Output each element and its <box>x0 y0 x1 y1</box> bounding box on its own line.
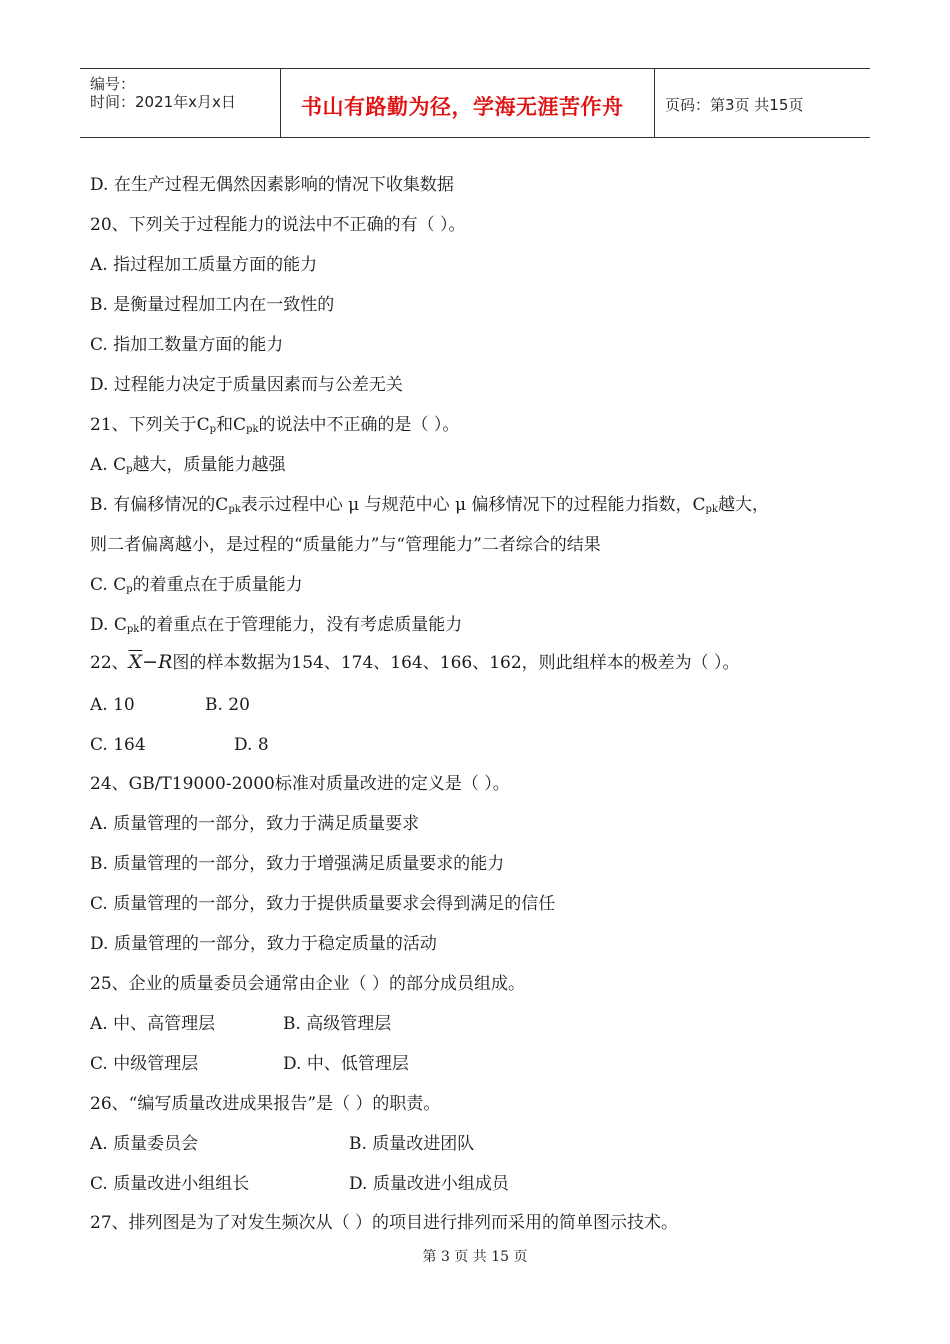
header-motto-cell <box>280 69 655 137</box>
q21-text-1: 21、下列关于C <box>90 415 210 435</box>
q21c-text-2: 的着重点在于质量能力 <box>132 575 303 595</box>
q26-option-d: D. 质量改进小组成员 <box>349 1174 509 1194</box>
q21-question <box>90 414 459 441</box>
xbar-r-symbol <box>129 651 173 673</box>
q25-option-b: B. 高级管理层 <box>283 1014 392 1034</box>
q25-option-c: C. 中级管理层 <box>90 1054 199 1074</box>
page-header <box>80 68 870 138</box>
q21-option-b-continued: 则二者偏离越小，是过程的“质量能力”与“管理能力”二者综合的结果 <box>90 535 601 555</box>
q21a-sub: p <box>126 464 133 475</box>
q20-question: 20、下列关于过程能力的说法中不正确的有（ ）。 <box>90 215 466 235</box>
q24-question: 24、GB/T19000-2000标准对质量改进的定义是（ ）。 <box>90 774 510 794</box>
q25-option-a: A. 中、高管理层 <box>90 1014 216 1034</box>
q21-option-a <box>90 454 286 481</box>
q20-option-b: B. 是衡量过程加工内在一致性的 <box>90 295 335 315</box>
q21d-text-1: D. C <box>90 615 127 635</box>
q26-option-a: A. 质量委员会 <box>90 1134 199 1154</box>
q19-option-d: D. 在生产过程无偶然因素影响的情况下收集数据 <box>90 175 454 195</box>
q21-option-b <box>90 494 769 521</box>
header-page-number: 页码：第3页 共15页 <box>665 96 804 114</box>
q24-option-a: A. 质量管理的一部分，致力于满足质量要求 <box>90 814 420 834</box>
q22-number: 22、 <box>90 653 129 673</box>
q21b-sub-1: pk <box>228 504 241 515</box>
q21b-text-2: 表示过程中心 μ 与规范中心 μ 偏移情况下的过程能力指数，C <box>240 495 706 515</box>
q21-sub-2: pk <box>246 424 259 435</box>
q21b-sub-2: pk <box>705 504 718 515</box>
q21-sub-1: p <box>209 424 217 435</box>
motto-text: 书山有路勤为径，学海无涯苦作舟 <box>301 95 624 119</box>
q26-question: 26、“编写质量改进成果报告”是（ ）的职责。 <box>90 1094 441 1114</box>
q24-option-c: C. 质量管理的一部分，致力于提供质量要求会得到满足的信任 <box>90 894 556 914</box>
q25-option-d: D. 中、低管理层 <box>283 1054 409 1074</box>
q22-option-c: C. 164 <box>90 735 146 755</box>
q21a-text-1: A. C <box>90 455 127 475</box>
q24-option-d: D. 质量管理的一部分，致力于稳定质量的活动 <box>90 934 437 954</box>
q21-option-d <box>90 614 462 641</box>
q21d-sub: pk <box>126 624 140 635</box>
header-page-cell <box>655 69 870 137</box>
q26-option-c: C. 质量改进小组组长 <box>90 1174 250 1194</box>
q20-option-d: D. 过程能力决定于质量因素而与公差无关 <box>90 375 403 395</box>
q21b-text-1: B. 有偏移情况的C <box>90 495 229 515</box>
q25-question: 25、企业的质量委员会通常由企业（ ）的部分成员组成。 <box>90 974 526 994</box>
q22-option-a: A. 10 <box>90 695 135 715</box>
q22-option-b: B. 20 <box>205 695 250 715</box>
q22-question <box>90 651 740 674</box>
q21c-text-1: C. C <box>90 575 127 595</box>
q22-option-d: D. 8 <box>234 735 269 755</box>
q21-text-2: 和C <box>216 415 247 435</box>
q26-option-b: B. 质量改进团队 <box>349 1134 475 1154</box>
r-symbol: −R <box>142 651 173 673</box>
q22-text: 图的样本数据为154、174、164、166、162，则此组样本的极差为（ ）。 <box>172 653 740 673</box>
page-footer: 第 3 页 共 15 页 <box>422 1249 528 1265</box>
q21c-sub: p <box>126 584 133 595</box>
q20-option-c: C. 指加工数量方面的能力 <box>90 335 284 355</box>
q21-option-c <box>90 574 303 601</box>
q21-text-3: 的说法中不正确的是（ ）。 <box>258 415 460 435</box>
document-time-label: 时间：2021年x月x日 <box>90 93 236 111</box>
q21b-text-3: 越大， <box>717 495 769 515</box>
q24-option-b: B. 质量管理的一部分，致力于增强满足质量要求的能力 <box>90 854 505 874</box>
q21d-text-2: 的着重点在于管理能力，没有考虑质量能力 <box>139 615 463 635</box>
xbar-symbol: $\overline{X}$ <box>128 651 143 673</box>
q27-question: 27、排列图是为了对发生频次从（ ）的项目进行排列而采用的简单图示技术。 <box>90 1213 679 1233</box>
header-left-cell <box>80 69 280 137</box>
document-number-label: 编号： <box>90 75 136 93</box>
q20-option-a: A. 指过程加工质量方面的能力 <box>90 255 318 275</box>
q21a-text-2: 越大，质量能力越强 <box>132 455 286 475</box>
